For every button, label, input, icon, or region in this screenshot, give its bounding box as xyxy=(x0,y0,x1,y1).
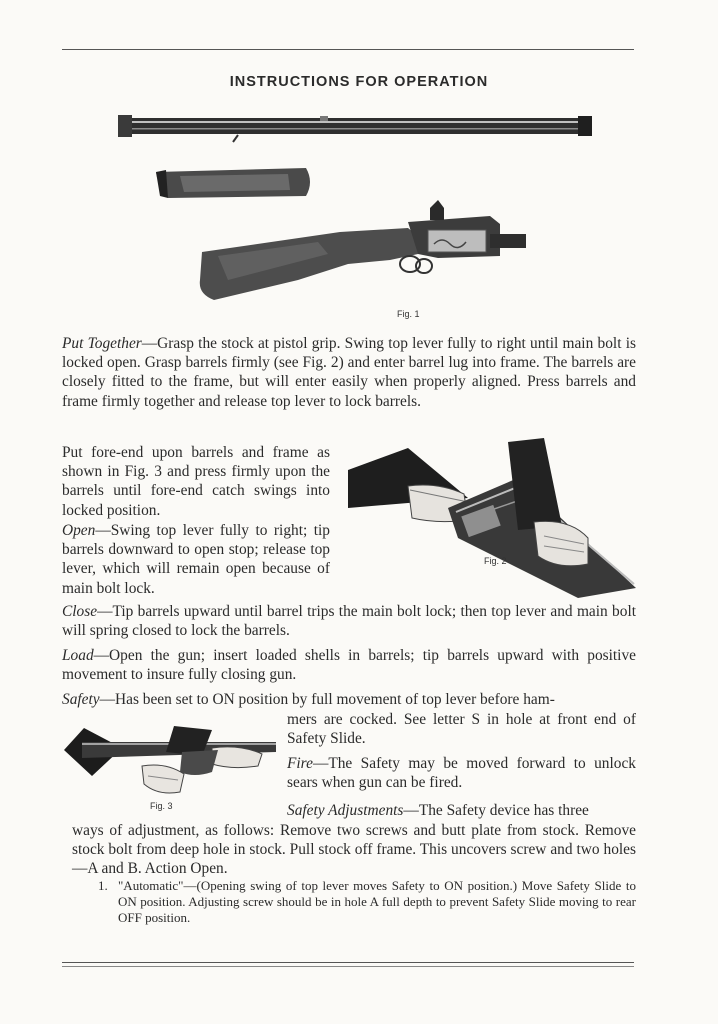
fore-end-paragraph xyxy=(62,443,330,520)
open-text: —Swing top lever fully to right; tip barrels downward to open stop; release top lever, which will remain open because of main bolt lock. xyxy=(62,522,330,597)
item1-text-a: "Automatic"—(Opening swing of top lever moves Safety to xyxy=(118,878,445,893)
safety-adjustments-heading: Safety Adjustments xyxy=(287,802,404,819)
safety-adjustments-text-a: —The Safety device has three xyxy=(403,802,589,819)
close-paragraph xyxy=(62,602,636,640)
fire-text: —The Safety may be moved forward to unlock sears when gun can be fired. xyxy=(287,755,636,792)
item1-text-d: position. xyxy=(141,910,191,925)
figure-1 xyxy=(118,104,598,304)
safety-text-a: —Has been set to xyxy=(99,691,213,708)
load-paragraph xyxy=(62,646,636,684)
bottom-rule xyxy=(62,962,634,963)
safety-heading: Safety xyxy=(62,691,100,708)
list-item-1-number: 1. xyxy=(98,878,108,893)
safety-adjustments-text-b: ways of adjustment, as follows: Remove two screws and butt plate from stock. Remove stock bolt from deep hole in stock. Pull stock off frame. This uncovers screw and two holes—A and B. Action Open. xyxy=(72,822,636,878)
put-together-heading: Put Together xyxy=(62,335,142,352)
fig1-label: Fig. 1 xyxy=(397,309,420,319)
item1-on-2: ON xyxy=(118,894,137,909)
safety-adjustments-paragraph xyxy=(72,821,636,879)
safety-continued xyxy=(287,710,636,748)
load-heading: Load xyxy=(62,647,94,664)
load-text: —Open the gun; insert loaded shells in barrels; tip barrels upward with positive movement to insure fully closing gun. xyxy=(62,647,636,684)
page-title: INSTRUCTIONS FOR OPERATION xyxy=(229,74,489,90)
hands-open-gun-illustration xyxy=(348,438,636,598)
safety-adjustments-first-line xyxy=(287,801,636,820)
open-paragraph xyxy=(62,521,330,598)
item1-text-c: position. Adjusting screw should be in hole A full depth to prevent Safety Slide moving to rear xyxy=(136,894,636,909)
fire-paragraph xyxy=(287,754,636,792)
fire-heading: Fire xyxy=(287,755,313,772)
open-heading: Open xyxy=(62,522,96,539)
shotgun-parts-illustration xyxy=(118,104,598,304)
top-rule xyxy=(62,49,634,50)
item1-on-1: ON xyxy=(444,878,464,893)
safety-on: ON xyxy=(212,691,235,708)
safety-text-b: position by full movement of top lever before ham- xyxy=(234,691,555,708)
fore-end-attach-illustration xyxy=(62,722,278,800)
fig3-label: Fig. 3 xyxy=(150,801,173,811)
item1-off: OFF xyxy=(118,910,142,925)
item1-text-b: position.) Move Safety Slide to xyxy=(463,878,636,893)
bottom-rule-thin xyxy=(62,966,634,967)
figure-2 xyxy=(348,438,636,598)
close-heading: Close xyxy=(62,603,98,620)
fore-end-text: Put fore-end upon barrels and frame as shown in Fig. 3 and press firmly upon the barrels until fore-end catch swings into locked position. xyxy=(62,444,330,519)
list-item-1 xyxy=(98,878,636,926)
figure-3 xyxy=(62,722,278,800)
fig2-label: Fig. 2 xyxy=(484,556,507,566)
safety-text-c: mers are cocked. See letter S in hole at front end of Safety Slide. xyxy=(287,711,636,748)
put-together-paragraph xyxy=(62,334,636,411)
put-together-text: —Grasp the stock at pistol grip. Swing top lever fully to right until main bolt is locked open. Grasp barrels firmly (see Fig. 2) and enter barrel lug into frame. The barrels are closely fitted to the frame, but will enter easily when properly aligned. Press barrels and frame firmly together and release top lever to lock barrels. xyxy=(62,335,636,410)
close-text: —Tip barrels upward until barrel trips the main bolt lock; then top lever and main bolt will spring closed to lock the barrels. xyxy=(62,603,636,640)
safety-paragraph xyxy=(62,690,636,709)
